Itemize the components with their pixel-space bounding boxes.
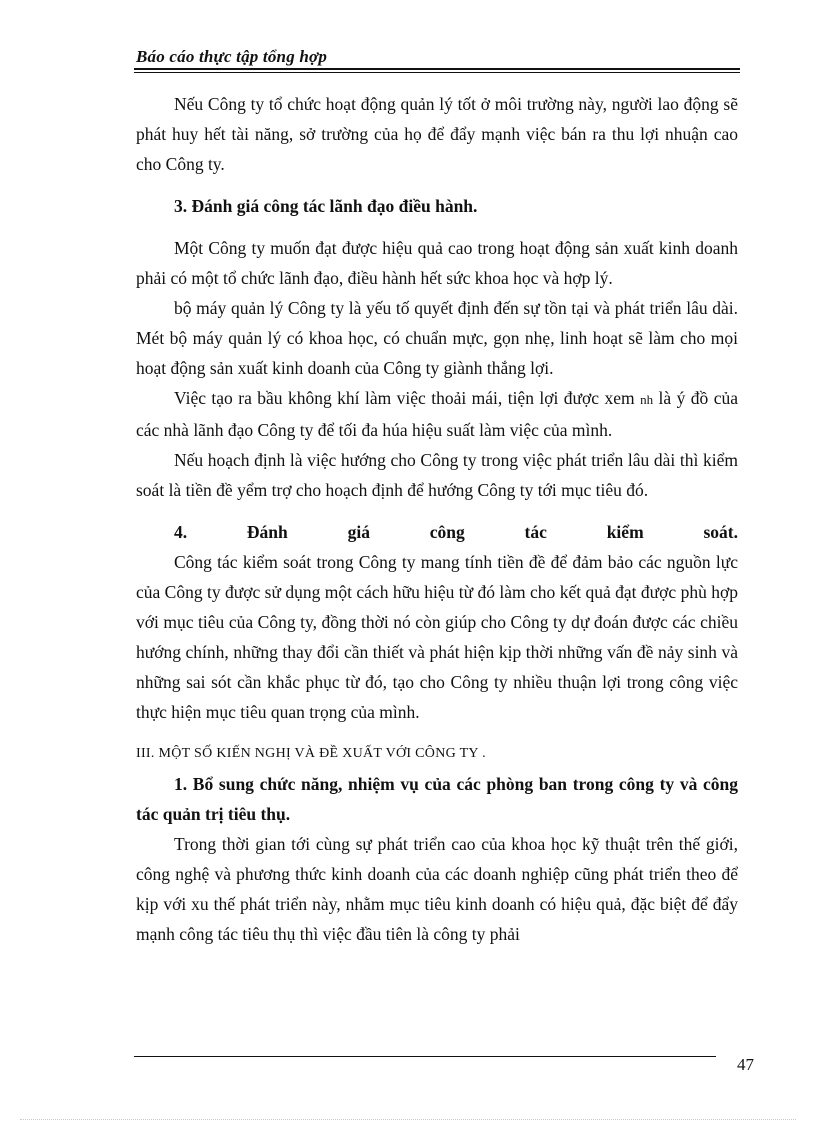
heading-word: 4. xyxy=(174,522,188,542)
header-rule-thin xyxy=(134,72,740,73)
paragraph-text: là ý đồ của các nhà lãnh đạo Công ty để tối đa húa hiệu suất làm việc của mình. xyxy=(136,388,738,440)
page-header-title: Báo cáo thực tập tổng hợp xyxy=(136,47,328,66)
heading-word: kiểm xyxy=(606,522,644,542)
inline-fragment: nh xyxy=(640,392,654,407)
heading-word: soát. xyxy=(703,522,738,542)
paragraph: Công tác kiểm soát trong Công ty mang tính tiền đề để đảm bảo các nguồn lực của Công ty được sử dụng một cách hữu hiệu từ đó làm cho kết quả đạt được phù hợp với mục tiêu của Công ty, đồng thời nó còn giúp cho Công ty dự đoán được các chiều hướng chính, những thay đổi cần thiết và phát hiện kịp thời những vấn đề nảy sinh và những sai sót cần khắc phục từ đó, tạo cho Công ty nhiều thuận lợi trong công việc thực hiện mục tiêu quan trọng của mình. xyxy=(136,552,738,722)
header-rule xyxy=(134,68,740,70)
section-heading: III. MỘT SỐ KIẾN NGHỊ VÀ ĐỀ XUẤT VỚI CÔNG TY . xyxy=(136,746,486,761)
paragraph: Nếu Công ty tổ chức hoạt động quản lý tốt ở môi trường này, người lao động sẽ phát huy hết tài năng, sở trường của họ để đẩy mạnh việc bán ra thu lợi nhuận cao cho Công ty. xyxy=(136,94,738,174)
page-edge xyxy=(20,1119,796,1120)
heading-leadership: 3. Đánh giá công tác lãnh đạo điều hành. xyxy=(174,196,478,216)
paragraph: Một Công ty muốn đạt được hiệu quả cao trong hoạt động sản xuất kinh doanh phải có một tổ chức lãnh đạo, điều hành hết sức khoa học và hợp lý. xyxy=(136,238,738,288)
heading-word: Đánh xyxy=(246,522,288,542)
heading-word: công xyxy=(429,522,465,542)
paragraph xyxy=(136,383,738,445)
paragraph: Nếu hoạch định là việc hướng cho Công ty trong việc phát triển lâu dài thì kiểm soát là tiền đề yểm trợ cho hoạch định để hướng Công ty tới mục tiêu đó. xyxy=(136,450,738,500)
heading-word: giá xyxy=(347,522,370,542)
paragraph-text: Việc tạo ra bầu không khí làm việc thoải mái, tiện lợi được xem xyxy=(174,388,635,408)
footer-rule xyxy=(134,1056,716,1057)
paragraph: Trong thời gian tới cùng sự phát triển cao của khoa học kỹ thuật trên thế giới, công nghệ và phương thức kinh doanh của các doanh nghiệp cũng phát triển theo để kịp với xu thế phát triển này, nhằm mục tiêu kinh doanh có hiệu quả, đặc biệt để đẩy mạnh công tác tiêu thụ thì việc đầu tiên là công ty phải xyxy=(136,834,738,944)
heading-recommendation: 1. Bổ sung chức năng, nhiệm vụ của các phòng ban trong công ty và công tác quản trị tiêu thụ. xyxy=(136,774,738,824)
paragraph: bộ máy quản lý Công ty là yếu tố quyết định đến sự tồn tại và phát triển lâu dài. Mét bộ máy quản lý có khoa học, có chuẩn mực, gọn nhẹ, linh hoạt sẽ làm cho mọi hoạt động sản xuất kinh doanh của Công ty giành thắng lợi. xyxy=(136,298,738,378)
heading-word: tác xyxy=(524,522,547,542)
page-number: 47 xyxy=(737,1055,754,1074)
page-content xyxy=(136,89,738,949)
heading-control xyxy=(136,517,738,547)
